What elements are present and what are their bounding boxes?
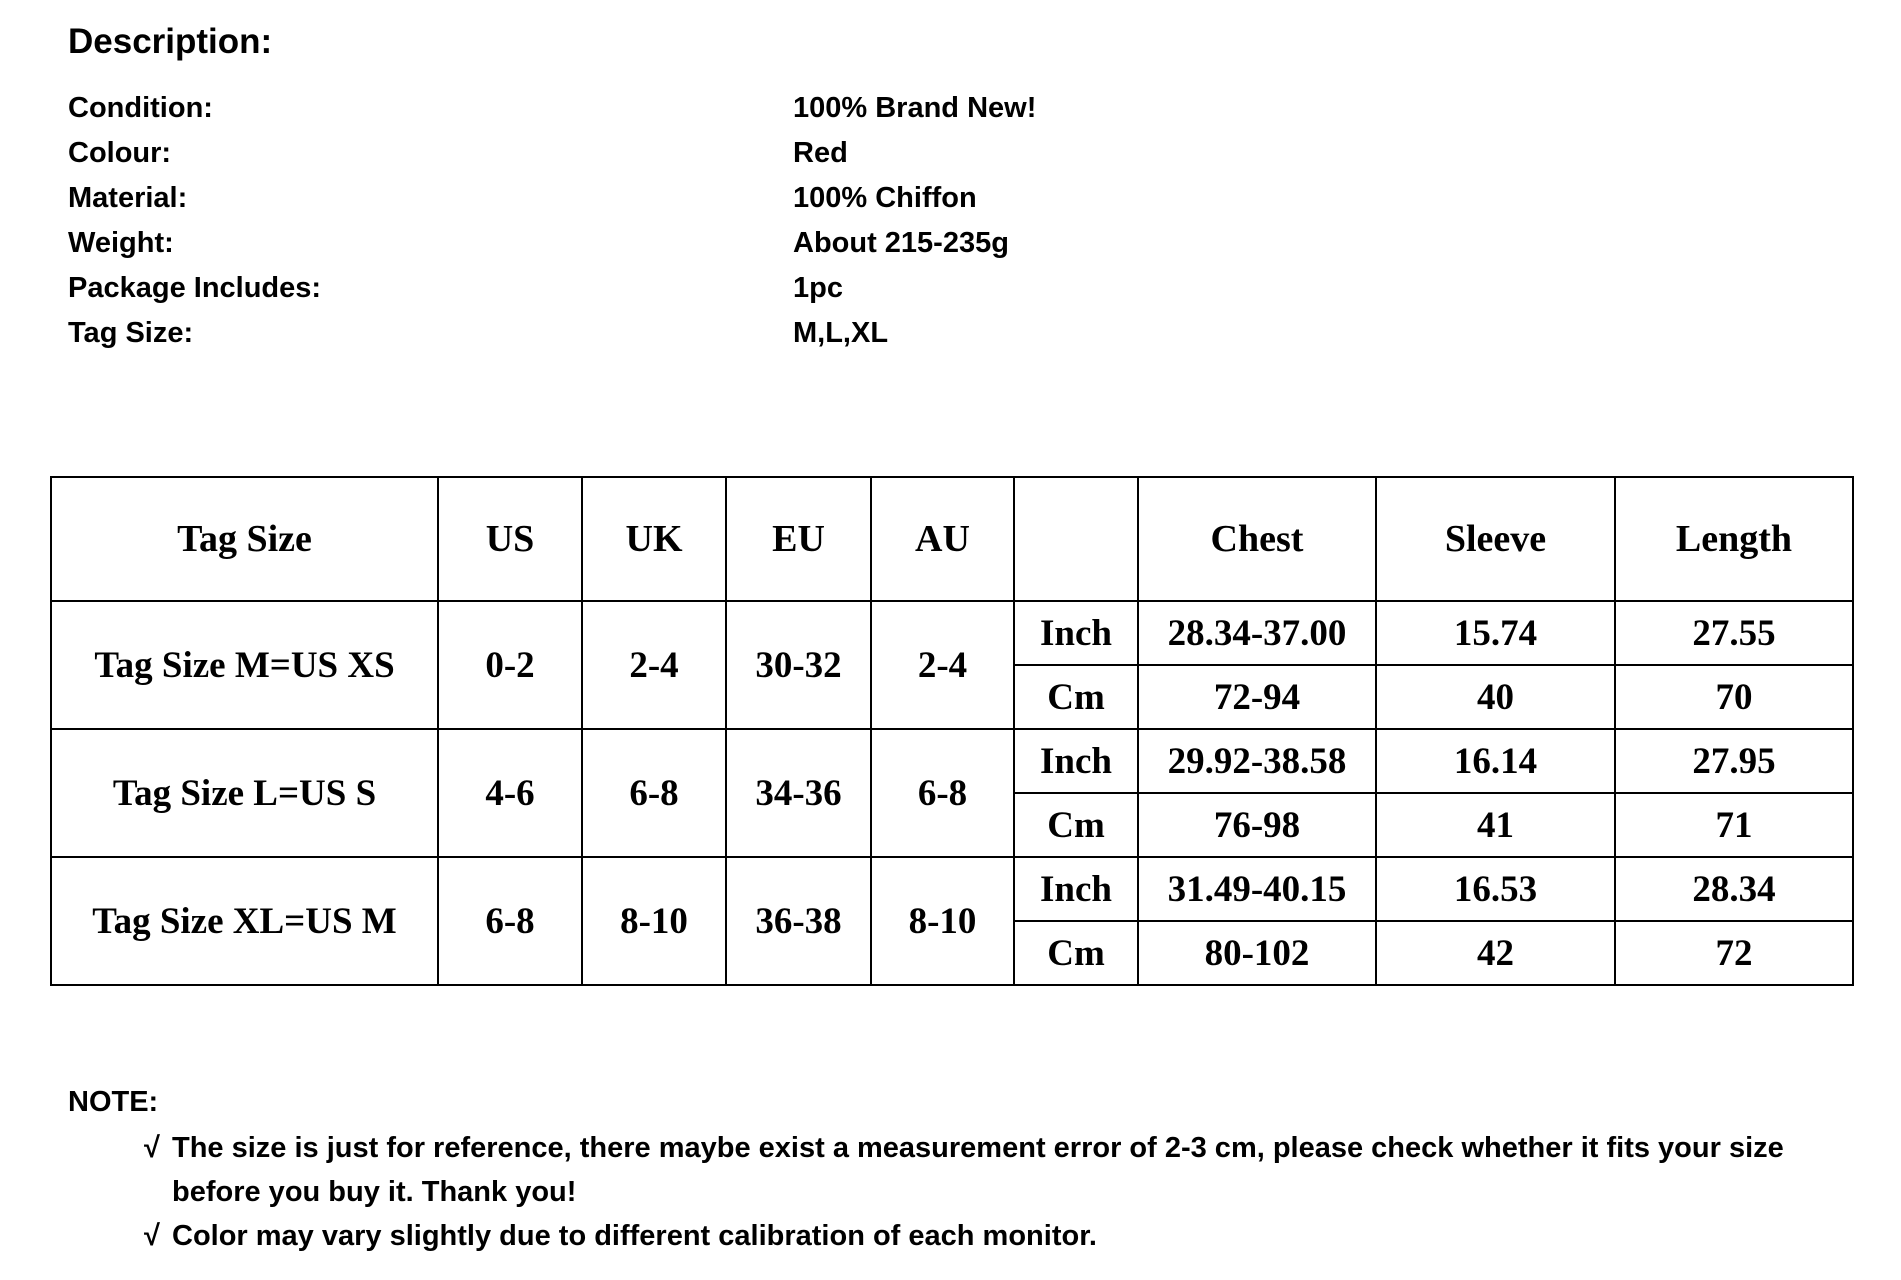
chest-cell: 76-98	[1138, 793, 1376, 857]
note-item-continuation	[172, 1170, 576, 1214]
spec-label: Weight:	[68, 227, 174, 259]
spec-label: Colour:	[68, 137, 172, 169]
spec-value: 1pc	[793, 272, 843, 304]
us-size-cell: 6-8	[438, 857, 582, 985]
length-cell: 72	[1615, 921, 1853, 985]
uk-size-cell: 8-10	[582, 857, 726, 985]
spec-value: About 215-235g	[793, 227, 1009, 259]
eu-size-cell: 36-38	[726, 857, 871, 985]
spec-list	[68, 86, 1068, 356]
header-sleeve: Sleeve	[1376, 477, 1615, 601]
header-length: Length	[1615, 477, 1853, 601]
spec-label: Condition:	[68, 92, 213, 124]
header-eu: EU	[726, 477, 871, 601]
header-tag-size: Tag Size	[51, 477, 438, 601]
note-title: NOTE:	[68, 1086, 159, 1118]
spec-row-weight	[68, 221, 1068, 266]
table-header-row	[51, 477, 1853, 601]
chest-cell: 29.92-38.58	[1138, 729, 1376, 793]
eu-size-cell: 30-32	[726, 601, 871, 729]
header-au: AU	[871, 477, 1014, 601]
note-text: before you buy it. Thank you!	[172, 1176, 577, 1208]
description-title: Description:	[68, 22, 273, 61]
us-size-cell: 4-6	[438, 729, 582, 857]
chest-cell: 28.34-37.00	[1138, 601, 1376, 665]
header-unit	[1014, 477, 1138, 601]
unit-cell: Inch	[1014, 857, 1138, 921]
spec-label: Tag Size:	[68, 317, 194, 349]
spec-value: Red	[793, 137, 848, 169]
au-size-cell: 6-8	[871, 729, 1014, 857]
tag-size-cell: Tag Size XL=US M	[51, 857, 438, 985]
sleeve-cell: 15.74	[1376, 601, 1615, 665]
spec-label: Material:	[68, 182, 188, 214]
unit-cell: Cm	[1014, 793, 1138, 857]
spec-row-condition	[68, 86, 1068, 131]
sleeve-cell: 40	[1376, 665, 1615, 729]
length-cell: 27.95	[1615, 729, 1853, 793]
table-row	[51, 601, 1853, 665]
spec-row-material	[68, 176, 1068, 221]
unit-cell: Cm	[1014, 921, 1138, 985]
eu-size-cell: 34-36	[726, 729, 871, 857]
table-row	[51, 857, 1853, 921]
length-cell: 71	[1615, 793, 1853, 857]
length-cell: 27.55	[1615, 601, 1853, 665]
size-chart-table	[50, 476, 1854, 986]
tag-size-cell: Tag Size L=US S	[51, 729, 438, 857]
tag-size-cell: Tag Size M=US XS	[51, 601, 438, 729]
length-cell: 70	[1615, 665, 1853, 729]
header-us: US	[438, 477, 582, 601]
spec-row-package	[68, 266, 1068, 311]
spec-value: M,L,XL	[793, 317, 889, 349]
chest-cell: 31.49-40.15	[1138, 857, 1376, 921]
note-item	[144, 1214, 1097, 1258]
au-size-cell: 8-10	[871, 857, 1014, 985]
chest-cell: 72-94	[1138, 665, 1376, 729]
sleeve-cell: 41	[1376, 793, 1615, 857]
note-item	[144, 1126, 1784, 1170]
unit-cell: Inch	[1014, 729, 1138, 793]
note-text: Color may vary slightly due to different calibration of each monitor.	[172, 1220, 1097, 1252]
check-mark-icon: √	[144, 1220, 160, 1252]
spec-label: Package Includes:	[68, 272, 322, 304]
header-uk: UK	[582, 477, 726, 601]
spec-row-tag-size	[68, 311, 1068, 356]
spec-value: 100% Brand New!	[793, 92, 1037, 124]
uk-size-cell: 6-8	[582, 729, 726, 857]
header-chest: Chest	[1138, 477, 1376, 601]
length-cell: 28.34	[1615, 857, 1853, 921]
note-text: The size is just for reference, there maybe exist a measurement error of 2-3 cm, please check whether it fits your size	[172, 1132, 1784, 1164]
spec-value: 100% Chiffon	[793, 182, 977, 214]
check-mark-icon: √	[144, 1132, 160, 1164]
sleeve-cell: 42	[1376, 921, 1615, 985]
au-size-cell: 2-4	[871, 601, 1014, 729]
table-row	[51, 729, 1853, 793]
chest-cell: 80-102	[1138, 921, 1376, 985]
uk-size-cell: 2-4	[582, 601, 726, 729]
unit-cell: Inch	[1014, 601, 1138, 665]
sleeve-cell: 16.14	[1376, 729, 1615, 793]
spec-row-colour	[68, 131, 1068, 176]
sleeve-cell: 16.53	[1376, 857, 1615, 921]
unit-cell: Cm	[1014, 665, 1138, 729]
us-size-cell: 0-2	[438, 601, 582, 729]
